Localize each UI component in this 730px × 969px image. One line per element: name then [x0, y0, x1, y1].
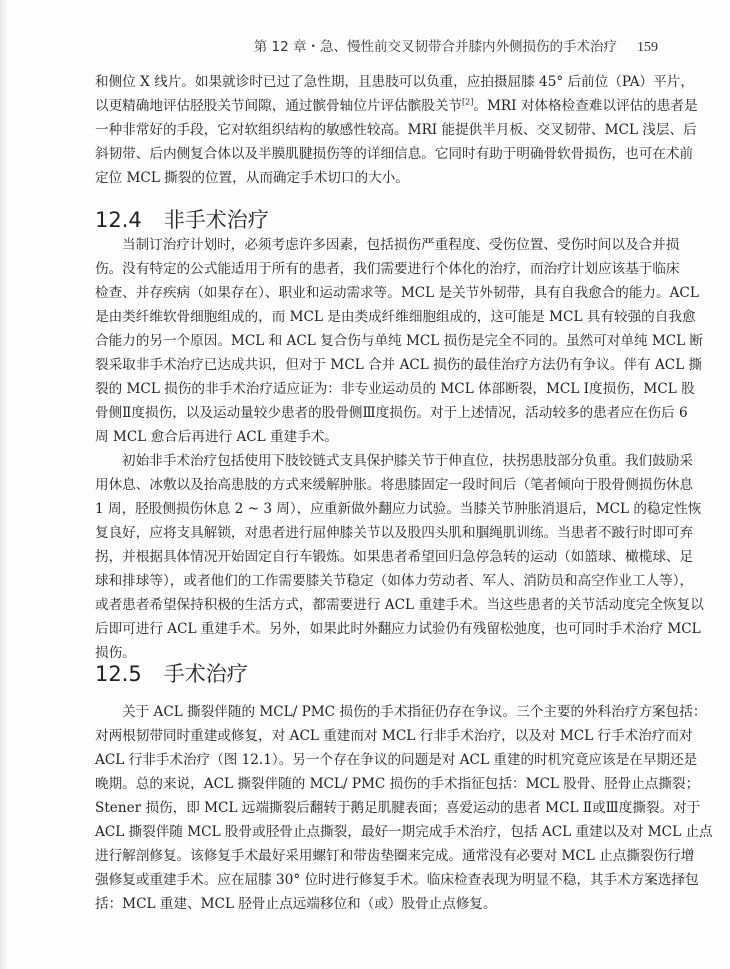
text-line: 后即可进行 ACL 重建手术。另外，如果此时外翻应力试验仍有残留松弛度，也可同时手术治疗 MCL [95, 621, 701, 637]
text-line: 裂采取非手术治疗已达成共识，但对于 MCL 合并 ACL 损伤的最佳治疗方法仍有争议。伴有 ACL 撕 [95, 357, 703, 373]
text-line: 伤。没有特定的公式能适用于所有的患者，我们需要进行个体化的治疗，而治疗计划应该基于临床 [95, 261, 680, 277]
text-line: 关于 ACL 撕裂伴随的 MCL/ PMC 损伤的手术指征仍存在争议。三个主要的外科治疗方案包括： [122, 704, 707, 720]
text-line: Stener 损伤，即 MCL 远端撕裂后翻转于鹅足肌腱表面；喜爱运动的患者 MCL Ⅱ或Ⅲ度撕裂。对于 [95, 800, 701, 816]
section-heading-12-5 [95, 658, 248, 688]
text-line: 强修复或重建手术。应在屈膝 30° 位时进行修复手术。临床检查表现为明显不稳，其手术方案选择包 [95, 872, 699, 888]
text-line: 和侧位 X 线片。如果就诊时已过了急性期，且患肢可以负重，应拍摄屈膝 45° 后前位（PA）平片， [95, 74, 694, 90]
text-line: 初始非手术治疗包括使用下肢铰链式支具保护膝关节于伸直位，扶拐患肢部分负重。我们鼓励采 [122, 453, 693, 469]
section-number: 12.5 [95, 662, 142, 686]
text-line: 是由类纤维软骨细胞组成的，而 MCL 是由类成纤维细胞组成的，这可能是 MCL 具有较强的自我愈 [95, 309, 696, 325]
text-line [95, 94, 698, 118]
paragraph-operative [95, 700, 713, 916]
text-line: 合能力的另一个原因。MCL 和 ACL 复合伤与单纯 MCL 损伤是完全不同的。虽然可对单纯 MCL 断 [95, 333, 704, 349]
running-header [254, 35, 658, 56]
paragraph-nonoperative-1 [95, 233, 704, 449]
text-line: 或者患者希望保持积极的生活方式，都需要进行 ACL 重建手术。当这些患者的关节活动度完全恢复以 [95, 597, 704, 613]
text-line: 斜韧带、后内侧复合体以及半膜肌腱损伤等的详细信息。它同时有助于明确骨软骨损伤，也可在术前 [95, 146, 694, 162]
text-segment: 。MRI 对体格检查难以评估的患者是 [473, 98, 698, 114]
text-line: 用休息、冰敷以及抬高患肢的方式来缓解肿胀。将患膝固定一段时间后（笔者倾向于股骨侧损伤休息 [95, 477, 694, 493]
text-line: ACL 撕裂伴随 MCL 股骨或胫骨止点撕裂，最好一期完成手术治疗，包括 ACL 重建以及对 MCL 止点 [95, 824, 713, 840]
paragraph-intro [95, 70, 698, 190]
section-heading-12-4 [95, 204, 269, 234]
text-line: 拐，并根据具体情况开始固定自行车锻炼。如果患者希望回归急停急转的运动（如篮球、橄榄球、足 [95, 549, 694, 565]
text-line: 检查、并存疾病（如果存在）、职业和运动需求等。MCL 是关节外韧带，具有自我愈合的能力。ACL [95, 285, 699, 301]
page-number: 159 [637, 40, 658, 55]
text-line: 损伤。 [95, 645, 136, 661]
section-number: 12.4 [95, 208, 142, 232]
paragraph-nonoperative-2 [95, 449, 704, 665]
text-line: 1 周，胫股侧损伤休息 2 ~ 3 周），应重新做外翻应力试验。当膝关节肿胀消退后，MCL 的稳定性恢 [95, 501, 702, 517]
citation-reference: [2] [462, 97, 474, 107]
text-line: 复良好，应将支具解锁，对患者进行屈伸膝关节以及股四头肌和腘绳肌训练。当患者不跛行时即可弃 [95, 525, 694, 541]
text-line: 一种非常好的手段，它对软组织结构的敏感性较高。MRI 能提供半月板、交叉韧带、MCL 浅层、后 [95, 122, 697, 138]
text-line: 对两根韧带同时重建或修复，对 ACL 重建而对 MCL 行非手术治疗，以及对 MCL 行手术治疗而对 [95, 728, 693, 744]
text-line: 当制订治疗计划时，必须考虑许多因素，包括损伤严重程度、受伤位置、受伤时间以及合并损 [122, 237, 680, 253]
chapter-title: 第 12 章・急、慢性前交叉韧带合并膝内外侧损伤的手术治疗 [253, 39, 617, 55]
text-line: 球和排球等），或者他们的工作需要膝关节稳定（如体力劳动者、军人、消防员和高空作业工人等）， [95, 573, 694, 589]
text-segment: 以更精确地评估胫股关节间隙，通过髌骨轴位片评估髌股关节 [95, 98, 463, 114]
text-line: 骨侧Ⅱ度损伤，以及运动量较少患者的股骨侧Ⅲ度损伤。对于上述情况，活动较多的患者应在伤后 6 [95, 405, 688, 421]
page-edge-shadow [0, 0, 8, 969]
text-line: 晚期。总的来说，ACL 撕裂伴随的 MCL/ PMC 损伤的手术指征包括：MCL 股骨、胫骨止点撕裂； [95, 776, 700, 792]
text-line: 进行解剖修复。该修复手术最好采用螺钉和带齿垫圈来完成。通常没有必要对 MCL 止点撕裂伤行增 [95, 848, 695, 864]
text-line: 裂的 MCL 损伤的非手术治疗适应证为：非专业运动员的 MCL 体部断裂，MCL Ⅰ度损伤，MCL 股 [95, 381, 695, 397]
section-title: 手术治疗 [163, 662, 248, 686]
text-line: 周 MCL 愈合后再进行 ACL 重建手术。 [95, 429, 339, 445]
section-title: 非手术治疗 [163, 208, 269, 232]
text-line: 定位 MCL 撕裂的位置，从而确定手术切口的大小。 [95, 170, 409, 186]
text-line: 括：MCL 重建、MCL 胫骨止点远端移位和（或）股骨止点修复。 [95, 896, 497, 912]
text-line: ACL 行非手术治疗（图 12.1）。另一个存在争议的问题是对 ACL 重建的时机究竟应该是在早期还是 [95, 752, 698, 768]
